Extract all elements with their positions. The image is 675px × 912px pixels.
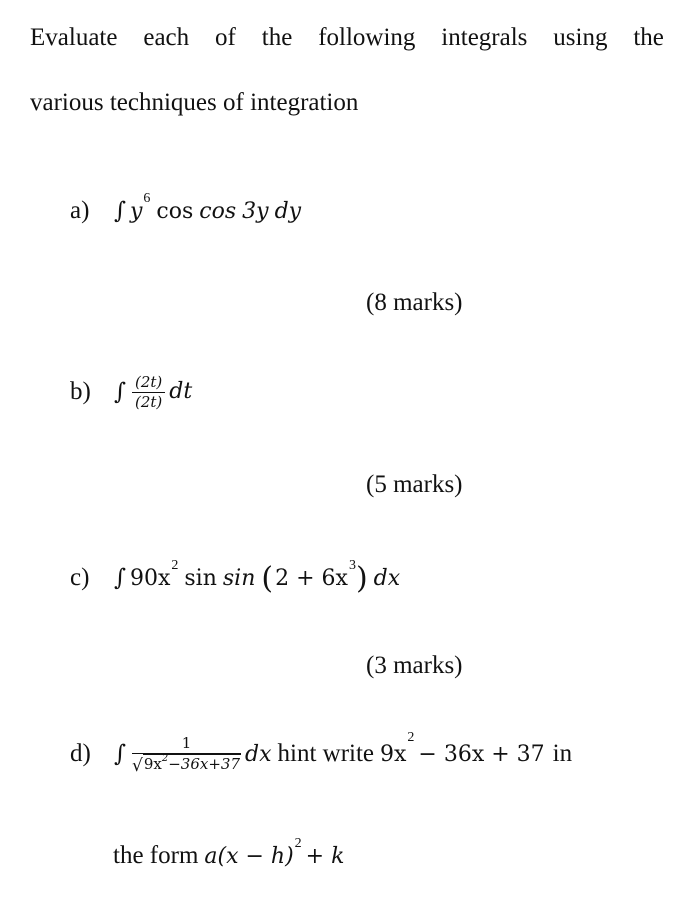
radicand [143, 754, 241, 776]
hint-expression-a: 9x [380, 741, 407, 767]
hint-in: in [552, 740, 573, 767]
variable-y: y [129, 199, 143, 224]
integral-sign: ∫ [114, 741, 126, 767]
open-paren: ( [261, 561, 274, 596]
function-cos: cos [156, 199, 194, 224]
marks-a: (8 marks) [366, 289, 463, 316]
denominator: (2t) [134, 393, 163, 411]
coefficient: 90x [129, 566, 171, 591]
form-text: the form [113, 842, 199, 869]
intro-word: each [143, 24, 190, 51]
question-d [70, 730, 573, 776]
fraction [132, 373, 165, 412]
question-label: b) [70, 377, 91, 405]
radicand-9x: 9x [143, 755, 162, 773]
differential: dt [169, 379, 193, 404]
intro-word: the [633, 24, 664, 51]
argument: 3y [242, 199, 269, 224]
radicand-rest: −36x+37 [168, 755, 240, 773]
form-exponent: 2 [294, 836, 302, 851]
function-sin: sin [184, 566, 217, 591]
exponent: 6 [143, 191, 151, 206]
intro-line-2: various techniques of integration [30, 89, 359, 116]
differential: dx [245, 741, 272, 767]
intro-word: Evaluate [30, 24, 118, 51]
marks-b: (5 marks) [366, 471, 463, 498]
intro-line-1 [30, 24, 664, 52]
inner-expression: 2 + 6x [275, 566, 348, 591]
form-expression-b: + k [305, 844, 345, 869]
differential: dy [274, 199, 302, 224]
square-root [132, 754, 241, 776]
hint-text: hint write [277, 740, 375, 767]
fraction [132, 734, 241, 776]
integral-sign: ∫ [114, 378, 126, 405]
radical-sign: √ [131, 756, 143, 776]
function-cos-italic: cos [199, 199, 237, 224]
exponent: 3 [348, 558, 356, 573]
question-label: c) [70, 564, 90, 591]
question-d-line-2 [113, 836, 345, 870]
intro-word: integrals [441, 24, 528, 51]
differential: dx [373, 566, 401, 591]
intro-word: of [215, 24, 236, 51]
form-expression-a: a(x − h) [204, 844, 294, 869]
integral-sign: ∫ [114, 565, 126, 591]
marks-c: (3 marks) [366, 652, 463, 679]
hint-expression-b: − 36x + 37 [418, 741, 545, 767]
question-c [70, 558, 401, 596]
radicand-exponent: 2 [161, 753, 169, 764]
intro-word: the [261, 24, 293, 51]
hint-exponent: 2 [407, 730, 415, 745]
question-label: d) [70, 740, 91, 767]
numerator: 1 [181, 734, 192, 752]
function-sin-italic: sin [222, 566, 256, 591]
intro-word: following [318, 24, 416, 51]
question-a [70, 191, 302, 225]
integral-sign: ∫ [114, 198, 126, 224]
question-b [70, 372, 192, 411]
numerator: (2t) [134, 373, 163, 391]
exponent: 2 [171, 558, 179, 573]
close-paren: ) [355, 561, 368, 596]
intro-word: using [553, 24, 608, 51]
question-label: a) [70, 197, 90, 224]
